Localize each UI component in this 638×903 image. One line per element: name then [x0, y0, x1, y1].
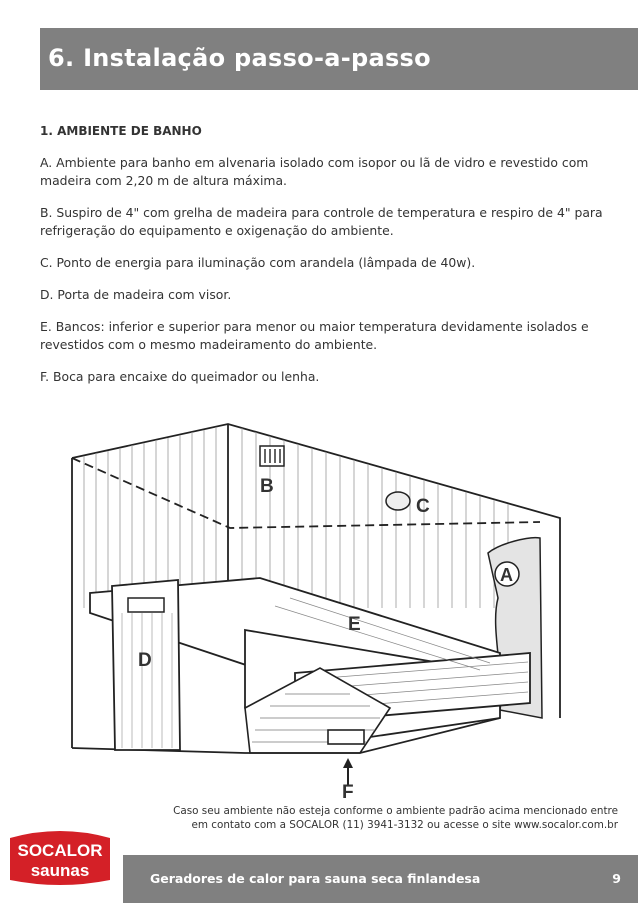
svg-text:SOCALOR: SOCALOR: [17, 841, 103, 860]
footnote-line-2: em contato com a SOCALOR (11) 3941-3132 ou acesse o site www.socalor.com.br: [191, 819, 618, 831]
label-b: B: [260, 476, 274, 497]
item-b: B. Suspiro de 4" com grelha de madeira para controle de temperatura e respiro de 4" para refrigeração do equipamento e oxigenação do ambiente.: [40, 205, 603, 238]
arrow-f-head: [343, 758, 353, 768]
item-d: D. Porta de madeira com visor.: [40, 287, 232, 302]
footer-text: Geradores de calor para sauna seca finlandesa: [150, 871, 481, 886]
content: [40, 122, 615, 400]
svg-text:saunas: saunas: [30, 861, 90, 880]
label-c: C: [416, 496, 430, 517]
item-e: E. Bancos: inferior e superior para menor ou maior temperatura devidamente isolados e revestidos com o mesmo madeiramento do ambiente.: [40, 319, 589, 352]
label-a: A: [500, 565, 513, 585]
wall-lamp: [386, 492, 410, 510]
item-a: A. Ambiente para banho em alvenaria isolado com isopor ou lã de vidro e revestido com madeira com 2,20 m de altura máxima.: [40, 155, 589, 188]
socalor-logo: [4, 828, 116, 888]
page-title: 6. Instalação passo-a-passo: [48, 44, 431, 72]
section-title: 1. AMBIENTE DE BANHO: [40, 124, 202, 138]
item-c: C. Ponto de energia para iluminação com arandela (lâmpada de 40w).: [40, 255, 476, 270]
item-f: F. Boca para encaixe do queimador ou lenha.: [40, 369, 320, 384]
firebox-opening: [328, 730, 364, 744]
footnote-line-1: Caso seu ambiente não esteja conforme o ambiente padrão acima mencionado entre: [173, 805, 618, 817]
sauna-diagram: [60, 418, 570, 800]
label-d: D: [138, 650, 152, 671]
wall-planks: [84, 427, 508, 608]
label-f: F: [342, 782, 354, 800]
door-window: [128, 598, 164, 612]
footnote: [140, 804, 618, 832]
page-number: 9: [612, 871, 621, 886]
label-e: E: [348, 614, 361, 635]
